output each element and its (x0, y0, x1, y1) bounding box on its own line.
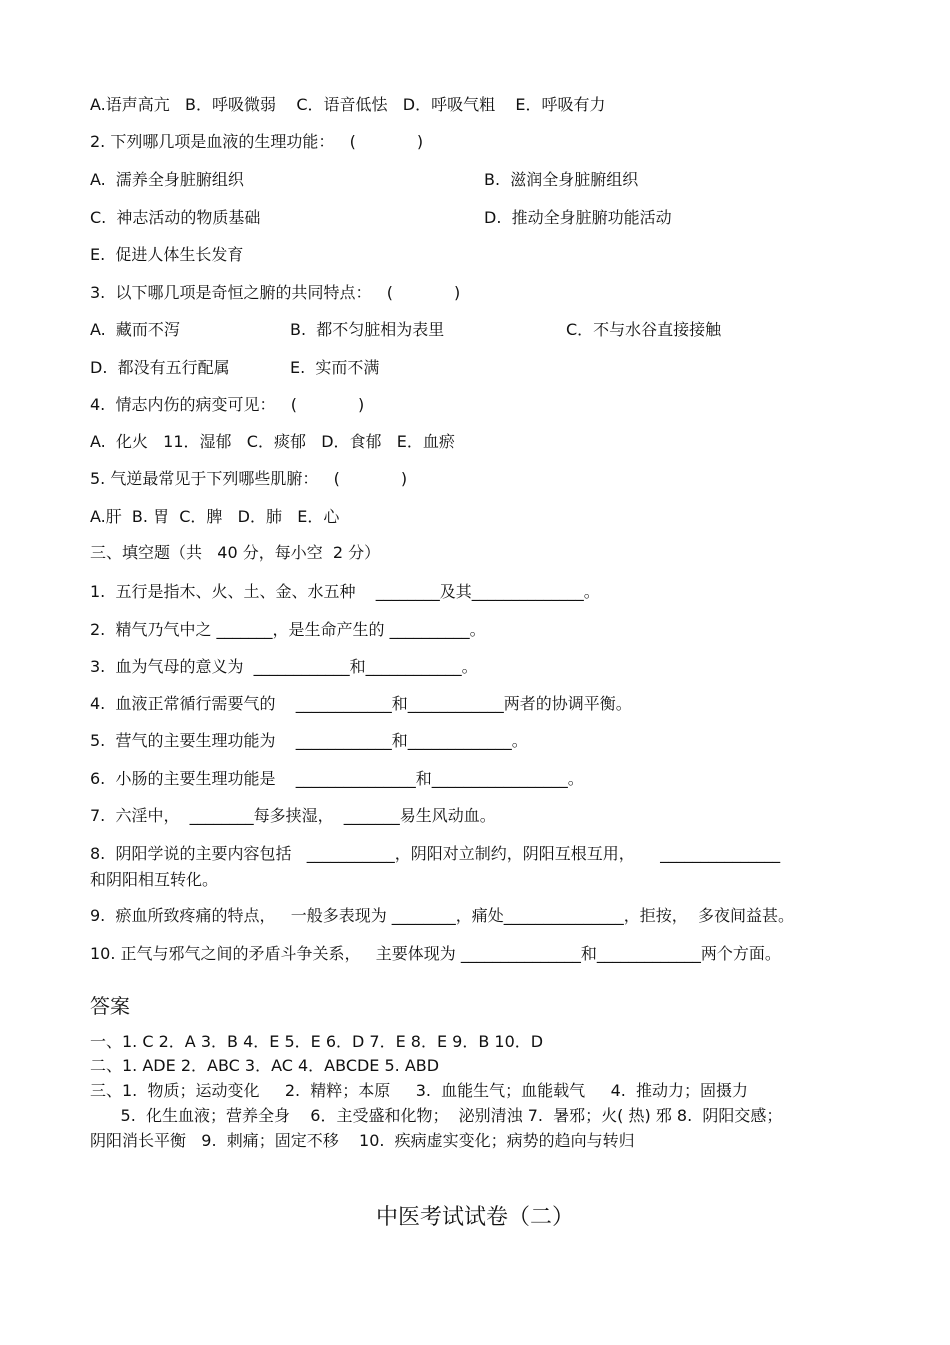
fill-question-4: 4. 血液正常循行需要气的 ____________和____________两者的协调平衡。 (90, 694, 632, 713)
section-heading: 三、填空题（共 40 分，每小空 2 分） (90, 543, 381, 562)
answers-section-3-end: 阴阳消长平衡 9. 刺痛；固定不移 10. 疾病虚实变化；病势的趋向与转归 (90, 1131, 635, 1150)
option-a: A. 藏而不泻 (90, 320, 180, 339)
q4-options: A. 化火 11．湿郁 C．痰郁 D．食郁 E．血瘀 (90, 432, 455, 451)
question-5: 5. 气逆最常见于下列哪些肌腑： ( ) (90, 469, 408, 488)
fill-question-7: 7. 六淫中， ________每多挟湿， _______易生风动血。 (90, 806, 496, 825)
fill-question-1: 1. 五行是指木、火、土、金、水五种 ________及其______________。 (90, 582, 600, 601)
question-4: 4. 情志内伤的病变可见： ( ) (90, 395, 365, 414)
answers-section-2: 二、1. ADE 2．ABC 3．AC 4．ABCDE 5. ABD (90, 1056, 440, 1075)
answers-section-3-cont: 5. 化生血液；营养全身 6．主受盛和化物； 泌别清浊 7. 暑邪；火( 热) 邪 8. 阴阳交感； (90, 1106, 783, 1125)
option-a: A. 濡养全身脏腑组织 (90, 170, 244, 189)
option-d: D. 推动全身脏腑功能活动 (484, 208, 672, 227)
question-2: 2. 下列哪几项是血液的生理功能： ( ) (90, 132, 424, 151)
fill-question-5: 5. 营气的主要生理功能为 ____________和_____________。 (90, 731, 528, 750)
answers-heading: 答案 (90, 994, 130, 1018)
question-3: 3. 以下哪几项是奇恒之腑的共同特点： ( ) (90, 283, 461, 302)
option-c: C. 神志活动的物质基础 (90, 208, 261, 227)
option-e: E. 实而不满 (290, 358, 380, 377)
fill-question-3: 3. 血为气母的意义为 ____________和____________。 (90, 657, 478, 676)
fill-question-2: 2. 精气乃气中之 _______，是生命产生的 __________。 (90, 620, 486, 639)
fill-question-10: 10. 正气与邪气之间的矛盾斗争关系， 主要体现为 _______________和_____________两个方面。 (90, 944, 781, 963)
fill-question-6: 6. 小肠的主要生理功能是 _______________和_________________。 (90, 769, 584, 788)
answers-section-1: 一、1. C 2．A 3．B 4．E 5．E 6．D 7．E 8．E 9．B 10．D (90, 1032, 544, 1051)
option-e: E. 促进人体生长发育 (90, 245, 244, 264)
option-d: D. 都没有五行配属 (90, 358, 230, 377)
q5-options: A.肝 B. 胃 C．脾 D．肺 E．心 (90, 507, 340, 526)
answers-section-3: 三、1. 物质；运动变化 2. 精粹；本原 3. 血能生气；血能载气 4. 推动力；固摄力 (90, 1081, 749, 1100)
fill-question-9: 9. 瘀血所致疼痛的特点， 一般多表现为 ________，痛处_______________，拒按， 多夜间益甚。 (90, 906, 794, 925)
option-b: B. 都不匀脏相为表里 (290, 320, 445, 339)
fill-question-8-cont: 和阴阳相互转化。 (90, 870, 219, 889)
next-exam-title: 中医考试试卷（二） (375, 1205, 574, 1230)
q-options-line: A.语声高亢 B．呼吸微弱 C．语音低怯 D．呼吸气粗 E．呼吸有力 (90, 95, 606, 114)
fill-question-8: 8. 阴阳学说的主要内容包括 ___________，阴阳对立制约，阴阳互根互用， _______________ (90, 844, 781, 863)
option-b: B. 滋润全身脏腑组织 (484, 170, 639, 189)
option-c: C．不与水谷直接接触 (566, 320, 722, 339)
